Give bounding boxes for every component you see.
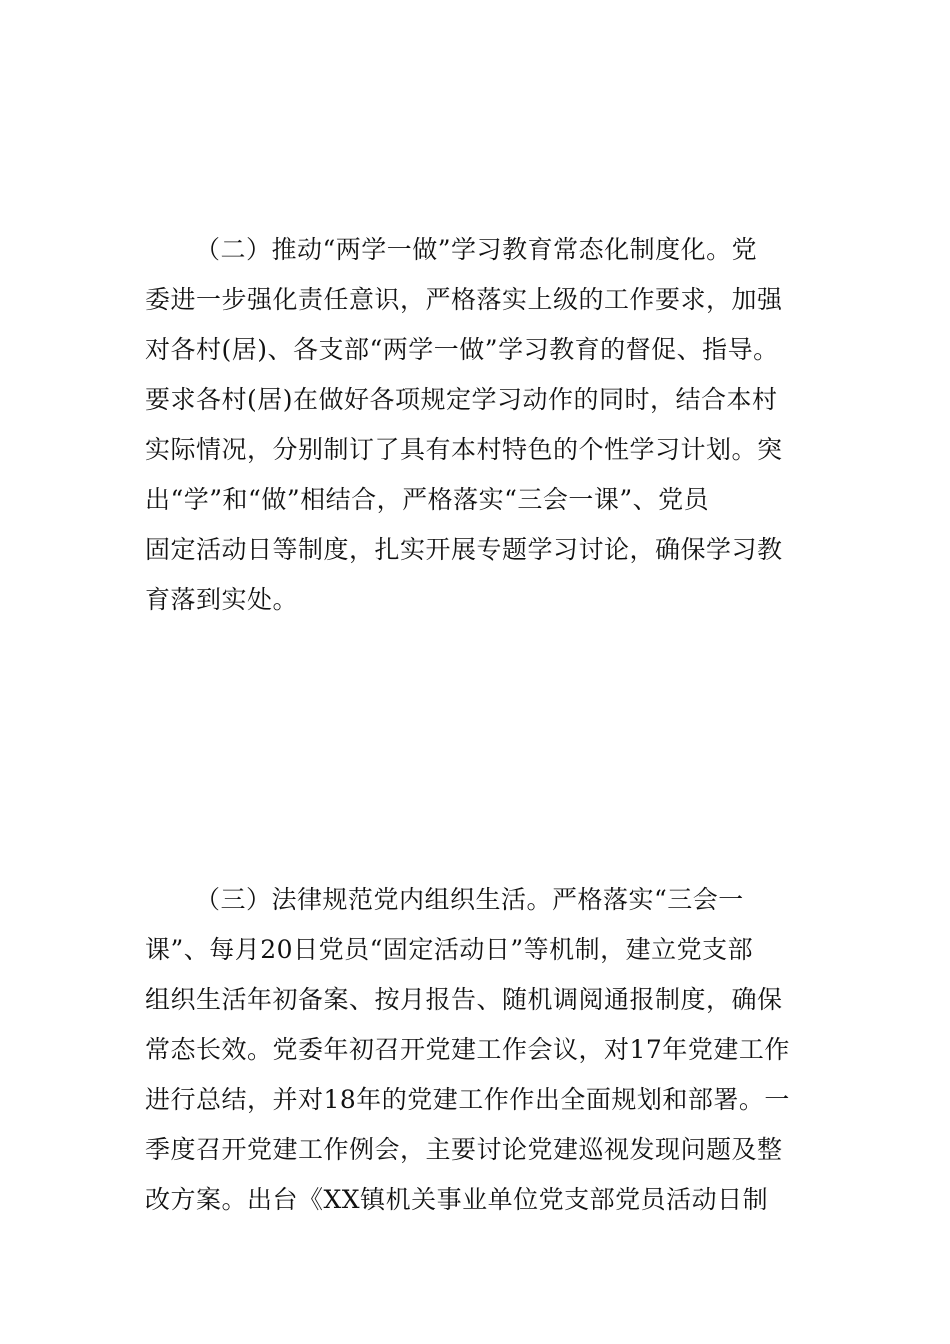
paragraph-2-line-5: 进行总结，并对18年的党建工作作出全面规划和部署。一 bbox=[145, 1085, 790, 1114]
paragraph-1-line-7: 固定活动日等制度，扎实开展专题学习讨论，确保学习教 bbox=[145, 535, 783, 564]
paragraph-2-line-7: 改方案。出台《XX镇机关事业单位党支部党员活动日制 bbox=[145, 1185, 769, 1214]
paragraph-1-line-4: 要求各村(居)在做好各项规定学习动作的同时，结合本村 bbox=[145, 385, 778, 414]
paragraph-1-line-5: 实际情况，分别制订了具有本村特色的个性学习计划。突 bbox=[145, 435, 783, 464]
paragraph-1-line-3: 对各村(居)、各支部“两学一做”学习教育的督促、指导。 bbox=[145, 335, 779, 364]
paragraph-1-line-8: 育落到实处。 bbox=[145, 585, 299, 614]
paragraph-2-line-3: 组织生活年初备案、按月报告、随机调阅通报制度，确保 bbox=[145, 985, 783, 1014]
paragraph-1-line-2: 委进一步强化责任意识，严格落实上级的工作要求，加强 bbox=[145, 285, 783, 314]
paragraph-2-line-1: （三）法律规范党内组织生活。严格落实“三会一 bbox=[195, 885, 744, 914]
paragraph-1-line-1: （二）推动“两学一做”学习教育常态化制度化。党 bbox=[195, 235, 758, 264]
paragraph-2-line-6: 季度召开党建工作例会，主要讨论党建巡视发现问题及整 bbox=[145, 1135, 783, 1164]
paragraph-2-line-4: 常态长效。党委年初召开党建工作会议，对17年党建工作 bbox=[145, 1035, 790, 1064]
paragraph-1-line-6: 出“学”和“做”相结合，严格落实“三会一课”、党员 bbox=[145, 485, 710, 514]
paragraph-2-line-2: 课”、每月20日党员“固定活动日”等机制，建立党支部 bbox=[145, 935, 754, 964]
